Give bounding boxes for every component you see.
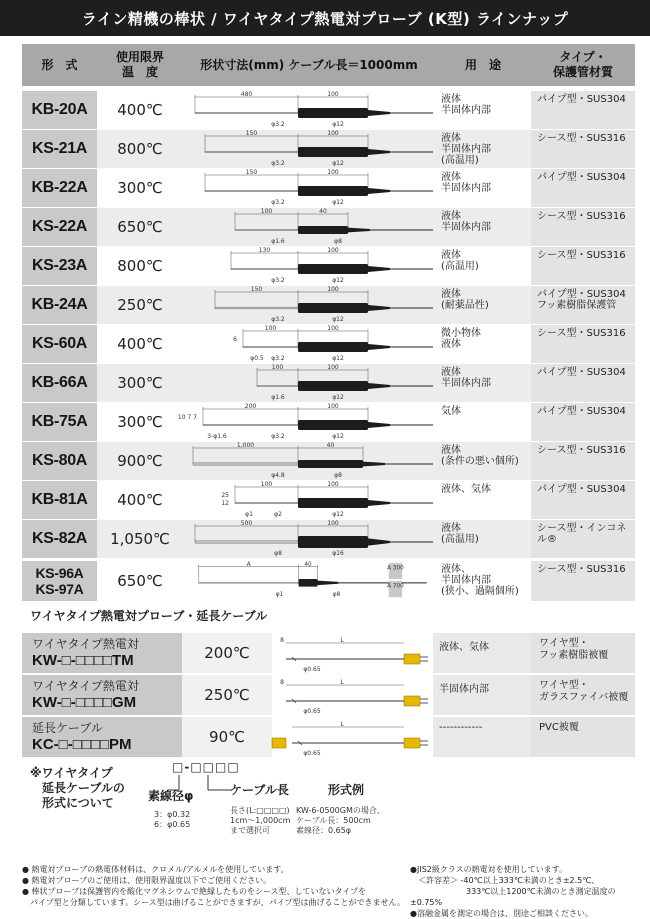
connector-right <box>404 654 420 664</box>
probe-grip <box>299 579 318 587</box>
grip-diameter: φ12 <box>332 121 344 128</box>
cable-strain-relief <box>368 344 390 350</box>
probe-stem <box>195 112 298 114</box>
probe-drawing <box>183 247 435 285</box>
grip-length-value: 40 <box>304 561 312 568</box>
probe-temp: 1,050℃ <box>97 520 183 558</box>
wire-diameter: φ0.65 <box>303 708 321 715</box>
grip-length-value: 40 <box>326 442 335 449</box>
probe-stem <box>235 229 298 230</box>
length-value: 100 <box>264 325 277 332</box>
probe-drawing-svg <box>183 169 435 207</box>
probe-drawing <box>183 520 435 558</box>
spec-title: ※ワイヤタイプ 延長ケーブルの 形式について <box>30 766 125 810</box>
probe-temp: 300℃ <box>97 169 183 207</box>
grip-length-value: 100 <box>327 247 339 254</box>
probe-drawing-svg <box>183 91 435 129</box>
wire-drawing <box>272 717 433 757</box>
probe-model: KB-66A <box>22 364 97 402</box>
probe-model: KB-81A <box>22 481 97 519</box>
cable-strain-relief <box>368 422 390 428</box>
grip-diameter: φ16 <box>332 550 344 557</box>
length-value: 150 <box>250 286 263 293</box>
stem-diameter: φ8 <box>274 550 282 557</box>
probe-model: KS-80A <box>22 442 97 480</box>
spec-ex-values: KW-6-0500GMの場合、 ケーブル長：500cm 素線径：0.65φ <box>296 806 385 835</box>
grip-length-value: 100 <box>327 130 339 137</box>
probe-grip <box>298 498 368 508</box>
grip-diameter: φ12 <box>332 316 344 323</box>
wire-row <box>22 633 635 673</box>
wire-name: ワイヤタイプ熱電対 <box>32 679 139 693</box>
probe-row <box>22 481 635 519</box>
grip-diameter: φ8 <box>332 592 341 599</box>
probe-drawing-svg <box>183 442 435 480</box>
note: パイプ型と分類しています。シース型は曲げることができますが、パイプ型は曲げることができません。 <box>22 898 405 907</box>
side-dimension: 12 <box>221 500 229 507</box>
probe-stem <box>235 502 298 504</box>
probe-drawing <box>183 325 435 363</box>
probe-drawing-svg <box>183 520 435 558</box>
wire-name: 延長ケーブル <box>32 721 103 735</box>
wire-length-label: L <box>340 721 344 728</box>
header-use-label: 用 途 <box>464 57 501 72</box>
cable-strain-relief <box>368 305 390 311</box>
grip-length-value: 100 <box>327 364 339 371</box>
header-dims <box>183 44 435 86</box>
probe-stem <box>195 541 298 544</box>
probe-stem <box>215 307 298 309</box>
tip-dimension: 25 <box>221 492 229 499</box>
wire-drawing <box>272 675 433 715</box>
probe-grip <box>298 460 363 468</box>
probe-type: シース型・SUS316 <box>531 325 635 363</box>
probe-drawing-svg <box>183 247 435 285</box>
wire-model <box>22 675 182 715</box>
probe-model: KS-96A KS-97A <box>22 561 97 601</box>
probe-stem <box>199 582 299 583</box>
page-title: ライン精機の棒状 / ワイヤタイプ熱電対プローブ (K型) ラインナップ <box>81 9 569 28</box>
probe-type: パイプ型・SUS304 <box>531 403 635 441</box>
connector-right <box>404 696 420 706</box>
connector-right <box>404 738 420 748</box>
probe-drawing <box>183 364 435 402</box>
probe-use: 液体、気体 <box>435 481 531 519</box>
wire-code: KW-□-□□□□TM <box>32 652 134 669</box>
probe-type: パイプ型・SUS304 <box>531 91 635 129</box>
tip-diameter: φ1 <box>245 511 253 518</box>
cable-strain-relief <box>368 383 390 389</box>
probe-row <box>22 247 635 285</box>
probe-stem <box>205 190 298 192</box>
stem-diameter: φ1 <box>275 592 284 599</box>
stem-diameter: φ1.6 <box>271 238 285 245</box>
probe-drawing <box>183 130 435 168</box>
length-value: 100 <box>271 364 284 371</box>
probe-use: 液体 半固体内部 <box>435 91 531 129</box>
grip-diameter: φ12 <box>332 277 344 284</box>
connector-left <box>272 738 286 748</box>
probe-drawing <box>183 442 435 480</box>
wire-model <box>22 633 182 673</box>
grip-length-value: 100 <box>327 403 339 410</box>
wire-drawing-svg <box>272 675 433 715</box>
stem-diameter: φ1.6 <box>271 394 285 401</box>
tip-dimension: 6 <box>233 336 237 343</box>
wire-drawing-svg <box>272 633 433 673</box>
cable-strain-relief <box>368 500 390 506</box>
probe-stem <box>193 463 298 466</box>
note: ●JIS2級クラスの熱電対を使用しています。 <box>410 865 567 874</box>
probe-row <box>22 561 635 601</box>
probe-use: 液体、 半固体内部 (狭小、過隔個所) <box>435 561 531 601</box>
probe-use: 気体 <box>435 403 531 441</box>
probe-stem <box>257 385 298 386</box>
wire-model <box>22 717 182 757</box>
stem-diameter: φ2 <box>274 511 282 518</box>
probe-grip <box>298 420 368 430</box>
wire-use: 半固体内部 <box>433 675 531 715</box>
probe-row <box>22 169 635 207</box>
grip-length-value: 100 <box>327 481 339 488</box>
cable-strain-relief <box>363 462 385 467</box>
wire-length-label: L <box>340 637 344 644</box>
probe-temp: 650℃ <box>97 561 183 601</box>
page-title-banner <box>0 0 650 36</box>
header-model <box>22 44 97 86</box>
length-value: 150 <box>245 169 258 176</box>
wire-section-title: ワイヤタイプ熱電対プローブ・延長ケーブル <box>30 609 268 623</box>
probe-drawing-svg <box>183 481 435 519</box>
probe-temp: 300℃ <box>97 364 183 402</box>
probe-type: パイプ型・SUS304 <box>531 169 635 207</box>
grip-diameter: φ8 <box>334 472 342 479</box>
probe-model: KB-22A <box>22 169 97 207</box>
probe-stem <box>231 268 298 270</box>
note: ● 熱電対プローブのご使用は、使用限界温度以下でご使用ください。 <box>22 876 272 885</box>
probe-grip <box>298 381 368 391</box>
length-value: 500 <box>240 520 253 527</box>
probe-drawing <box>183 208 435 246</box>
probe-use: 微小物体 液体 <box>435 325 531 363</box>
length-value: 100 <box>260 481 273 488</box>
notes-left <box>22 864 407 908</box>
wire-diameter: φ0.65 <box>303 666 321 673</box>
stem-diameter: φ4.8 <box>271 472 285 479</box>
stem-diameter: φ3.2 <box>271 160 285 167</box>
grip-length-value: 100 <box>327 91 339 98</box>
header-temp <box>97 44 183 86</box>
probe-grip <box>298 264 368 274</box>
stem-diameter: φ3.2 <box>271 433 285 440</box>
length-value: A <box>246 561 251 568</box>
probe-type: パイプ型・SUS304 <box>531 364 635 402</box>
length-value: 1,000 <box>236 442 255 449</box>
cable-strain-relief <box>368 110 390 116</box>
stem-diameter: φ3.2 <box>271 199 285 206</box>
probe-type: シース型・インコネル® <box>531 520 635 558</box>
probe-row <box>22 364 635 402</box>
probe-drawing-svg <box>183 561 435 599</box>
probe-row <box>22 130 635 168</box>
wire-diameter: φ0.65 <box>303 750 321 757</box>
probe-drawing <box>183 169 435 207</box>
probe-model: KS-60A <box>22 325 97 363</box>
wire-type: ワイヤ型・ フッ素樹脂被覆 <box>531 633 635 673</box>
note: ● 棒状プローブは保護管内を酸化マグネシウムで絶縁したものをシース型、していないタイプを <box>22 887 367 896</box>
probe-row <box>22 325 635 363</box>
probe-type: シース型・SUS316 <box>531 208 635 246</box>
probe-type: パイプ型・SUS304 <box>531 481 635 519</box>
wire-drawing-svg <box>272 717 433 757</box>
probe-row <box>22 208 635 246</box>
probe-model: KB-75A <box>22 403 97 441</box>
wire-use: 液体、気体 <box>433 633 531 673</box>
spec-diam-values: 3：φ0.32 6：φ0.65 <box>154 810 191 829</box>
probe-type: シース型・SUS316 <box>531 130 635 168</box>
grip-diameter: φ12 <box>332 199 344 206</box>
wire-name: ワイヤタイプ熱電対 <box>32 637 139 651</box>
probe-type: シース型・SUS316 <box>531 247 635 285</box>
length-value: 150 <box>245 130 258 137</box>
probe-use: 液体 半固体内部 <box>435 208 531 246</box>
cable-strain-relief <box>368 188 390 194</box>
cable-strain-relief <box>318 581 339 586</box>
probe-use: 液体 (条件の悪い個所) <box>435 442 531 480</box>
spec-ex-label: 形式例 <box>328 783 365 797</box>
wire-code: KC-□-□□□□PM <box>32 736 132 753</box>
length-value: 100 <box>260 208 273 215</box>
probe-grip <box>298 147 368 157</box>
spec-diam-label: 素線径φ <box>148 789 194 803</box>
probe-temp: 400℃ <box>97 91 183 129</box>
grip-diameter: φ12 <box>332 394 344 401</box>
probe-row <box>22 403 635 441</box>
tip-dimension: 10 7 7 <box>177 414 197 421</box>
probe-drawing <box>183 561 435 601</box>
grip-diameter: φ8 <box>334 238 342 245</box>
probe-use: 液体 (高温用) <box>435 247 531 285</box>
wire-tip-length: 8 <box>280 637 284 644</box>
probe-drawing-svg <box>183 325 435 363</box>
notes-right <box>410 864 640 919</box>
header-temp-label: 使用限界 温 度 <box>115 50 164 79</box>
probe-model: KB-24A <box>22 286 97 324</box>
wire-tip-length: 8 <box>280 679 284 686</box>
header-use <box>435 44 531 86</box>
probe-drawing <box>177 403 435 441</box>
length-value: 130 <box>258 247 271 254</box>
cable-strain-relief <box>368 149 390 155</box>
wire-drawing <box>272 633 433 673</box>
probe-model: KS-22A <box>22 208 97 246</box>
probe-grip <box>298 303 368 313</box>
probe-use: 液体 (高温用) <box>435 520 531 558</box>
wire-code: KW-□-□□□□GM <box>32 694 137 711</box>
probe-row <box>22 520 635 558</box>
probe-temp: 800℃ <box>97 247 183 285</box>
probe-grip <box>298 342 368 352</box>
grip-length-value: 100 <box>327 520 339 527</box>
probe-drawing-svg <box>177 403 435 441</box>
variant-length: A 300 <box>387 565 404 572</box>
probe-drawing-svg <box>183 286 435 324</box>
stem-diameter: φ3.2 <box>271 121 285 128</box>
probe-use: 液体 半固体内部 (高温用) <box>435 130 531 168</box>
probe-type: シース型・SUS316 <box>531 561 635 601</box>
probe-row <box>22 286 635 324</box>
wire-temp: 250℃ <box>182 675 272 715</box>
probe-row <box>22 442 635 480</box>
probe-drawing <box>183 286 435 324</box>
header-model-label: 形 式 <box>41 57 78 72</box>
wire-use: ------------ <box>433 717 531 757</box>
probe-drawing-svg <box>183 364 435 402</box>
grip-diameter: φ12 <box>332 160 344 167</box>
length-value: 480 <box>240 91 253 98</box>
probe-stem <box>243 346 298 348</box>
grip-length-value: 100 <box>327 286 339 293</box>
probe-stem <box>203 424 298 426</box>
probe-use: 液体 半固体内部 <box>435 364 531 402</box>
note: ● 熱電対プローブの熱電体材料は、クロメル/アルメルを使用しています。 <box>22 865 289 874</box>
length-value: 200 <box>244 403 257 410</box>
probe-use: 液体 (耐薬品性) <box>435 286 531 324</box>
grip-diameter: φ12 <box>332 511 344 518</box>
wire-temp: 200℃ <box>182 633 272 673</box>
wire-length-label: L <box>340 679 344 686</box>
header-type <box>531 44 635 86</box>
stem-diameter: φ3.2 <box>271 355 285 362</box>
probe-stem <box>205 151 298 153</box>
probe-model: KS-23A <box>22 247 97 285</box>
probe-temp: 250℃ <box>97 286 183 324</box>
tip-diameter: 3-φ1.6 <box>207 433 227 440</box>
probe-row <box>22 91 635 129</box>
note: ＜許容差＞ -40℃以上333℃未満のとき±2.5℃、 <box>410 876 600 885</box>
grip-diameter: φ12 <box>332 433 344 440</box>
cable-strain-relief <box>348 228 370 233</box>
probe-model: KB-20A <box>22 91 97 129</box>
spec-len-values: 長さ(L:□□□□) 1cm〜1,000cm まで選択可 <box>230 806 291 835</box>
tip-diameter: φ0.5 <box>250 355 264 362</box>
probe-grip <box>298 226 348 234</box>
probe-drawing-svg <box>183 208 435 246</box>
probe-type: パイプ型・SUS304 フッ素樹脂保護管 <box>531 286 635 324</box>
probe-drawing <box>183 481 435 519</box>
probe-type: シース型・SUS316 <box>531 442 635 480</box>
probe-grip <box>298 108 368 118</box>
probe-temp: 800℃ <box>97 130 183 168</box>
stem-diameter: φ3.2 <box>271 316 285 323</box>
probe-temp: 400℃ <box>97 481 183 519</box>
probe-grip <box>298 536 368 548</box>
wire-row <box>22 717 635 757</box>
grip-length-value: 40 <box>319 208 327 215</box>
wire-type: PVC被覆 <box>531 717 635 757</box>
header-dims-label: 形状寸法(mm) ケーブル長＝1000mm <box>200 57 418 72</box>
probe-use: 液体 半固体内部 <box>435 169 531 207</box>
probe-grip <box>298 186 368 196</box>
spec-code: □-□□□□ <box>172 760 240 774</box>
grip-diameter: φ12 <box>332 355 344 362</box>
probe-temp: 900℃ <box>97 442 183 480</box>
cable-strain-relief <box>368 538 390 545</box>
header-type-label: タイプ・ 保護管材質 <box>552 50 613 79</box>
wire-type: ワイヤ型・ ガラスファイバ被覆 <box>531 675 635 715</box>
wire-row <box>22 675 635 715</box>
probe-temp: 300℃ <box>97 403 183 441</box>
stem-diameter: φ3.2 <box>271 277 285 284</box>
note: 333℃以上1200℃未満のとき測定温度の±0.75% <box>410 887 616 907</box>
wire-temp: 90℃ <box>182 717 272 757</box>
probe-drawing-svg <box>183 130 435 168</box>
probe-model: KS-21A <box>22 130 97 168</box>
probe-temp: 650℃ <box>97 208 183 246</box>
grip-length-value: 100 <box>327 325 339 332</box>
cable-strain-relief <box>368 266 390 272</box>
grip-length-value: 100 <box>327 169 339 176</box>
probe-temp: 400℃ <box>97 325 183 363</box>
note: ●溶融金属を測定の場合は、別途ご相談ください。 <box>410 909 593 918</box>
variant-length: A 700 <box>387 583 404 590</box>
probe-model: KS-82A <box>22 520 97 558</box>
probe-drawing <box>183 91 435 129</box>
spec-len-label: ケーブル長 <box>230 783 289 797</box>
